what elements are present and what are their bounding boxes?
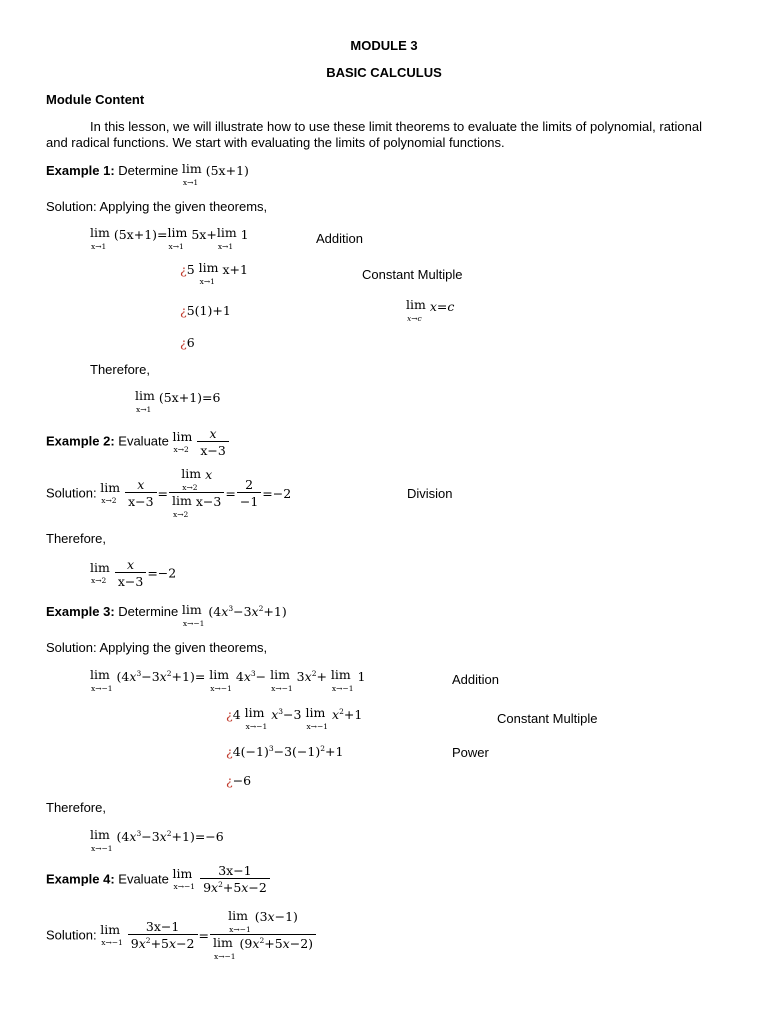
example-1-verb: Determine — [118, 163, 179, 178]
example-3-step-1: lim x→−1 $(4x^3-3x^2+1)=$ lim x→−1 $4x^3-$ lim x→−1 $3x^2+$ lim x→−1 1 — [90, 667, 366, 693]
example-2-heading: Example 2: Evaluate lim x→2 $\frac{x}{x-3}$ — [46, 427, 230, 457]
example-1-reason-limit-c: lim x→c x=c — [406, 297, 455, 323]
example-1-result: lim x→1 (5x+1)=6 — [135, 388, 221, 414]
example-3-reason-addition: Addition — [452, 672, 499, 687]
intro-paragraph: In this lesson, we will illustrate how to use these limit theorems to evaluate the limits of polynomial, rational and radical functions. We start with evaluating the limits of polynomial functions. — [46, 119, 703, 150]
example-3-step-2: ¿4 lim x→−1 $x^3-3$ lim x→−1 $x^2+1$ — [226, 705, 363, 731]
example-3-solution-intro: Solution: Applying the given theorems, — [46, 640, 268, 655]
example-3-heading: Example 3: Determine lim x→−1 $(4x^3-3x^2+1)$ — [46, 602, 287, 628]
example-3-therefore: Therefore, — [46, 800, 106, 815]
subject-title: BASIC CALCULUS — [326, 65, 442, 80]
example-1-heading — [46, 163, 249, 186]
example-3-reason-power: Power — [452, 745, 489, 760]
example-3-step-4: ¿−6 — [226, 773, 252, 788]
example-2-result: lim x→2 $\frac{x}{x-3}$ =−2 — [90, 557, 177, 590]
example-2-solution: Solution: lim x→2 $\frac{x}{x-3}$ = lim x→2 x lim x→2 x−3 = $\frac{2}{-1}$ =−2 — [46, 466, 292, 519]
example-3-step-3: ¿$4(-1)^3-3(-1)^2+1$ — [226, 744, 344, 759]
example-3-reason-constant: Constant Multiple — [497, 711, 598, 726]
example-2-reason-division: Division — [407, 486, 453, 501]
example-1-reason-constant: Constant Multiple — [362, 267, 463, 282]
section-heading: Module Content — [46, 92, 145, 107]
example-1-solution-intro: Solution: Applying the given theorems, — [46, 199, 268, 214]
example-4-solution: Solution: lim x→−1 $\frac{3x-1}{9x^2+5x-2}$ = lim x→−1 (3x−1) lim x→−1 $(9x^2+5x-2)$ — [46, 910, 317, 960]
example-1-therefore: Therefore, — [90, 362, 150, 377]
example-1-step-3: ¿5(1)+1 — [180, 303, 231, 318]
example-4-heading: Example 4: Evaluate lim x→−1 $\frac{3x-1}{9x^2+5x-2}$ — [46, 864, 271, 894]
example-1-reason-addition: Addition — [316, 231, 363, 246]
example-1-step-2: ¿5 lim x→1 x+1 — [180, 260, 248, 286]
example-1-expression: lim x→1 (5x+1) — [181, 161, 249, 187]
example-2-therefore: Therefore, — [46, 531, 106, 546]
example-1-step-4: ¿6 — [180, 335, 195, 350]
example-1-step-1: lim x→1 (5x+1)= lim x→1 5x+ lim x→1 1 — [90, 225, 249, 251]
example-3-result: lim x→−1 $(4x^3-3x^2+1)=-6$ — [90, 827, 224, 853]
example-1-label: Example 1: — [46, 163, 115, 178]
module-title: MODULE 3 — [350, 38, 418, 53]
